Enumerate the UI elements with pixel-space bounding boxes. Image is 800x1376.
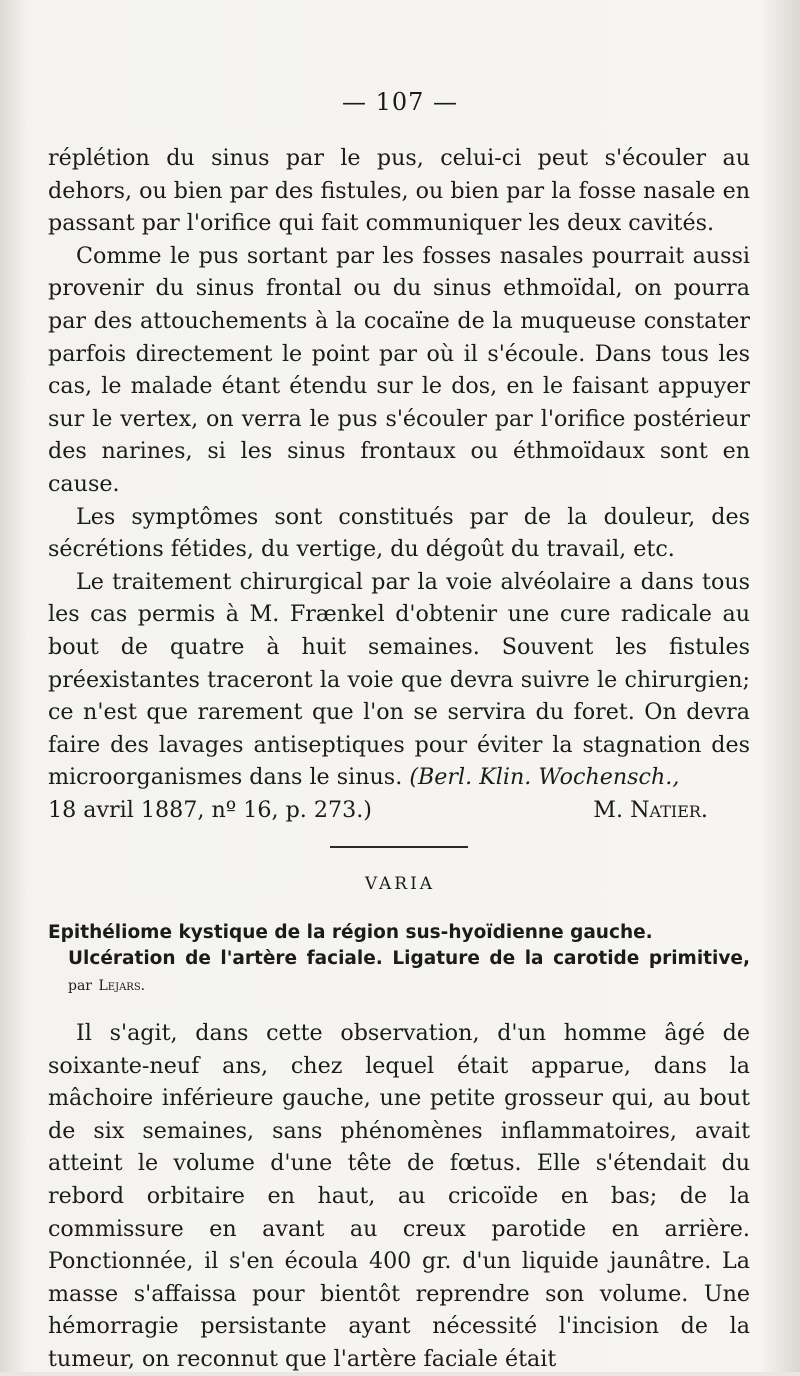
article-body: [48, 1017, 750, 1376]
paragraph: Il s'agit, dans cette observation, d'un homme âgé de soixante-neuf ans, chez lequel était apparue, dans la mâchoire inférieure gauche, une petite grosseur qui, au bout de six semaines, sans phénomènes inflammatoires, avait atteint le volume d'une tête de fœtus. Elle s'étendait du rebord orbitaire en haut, au cricoïde en bas; de la commissure en avant au creux parotide en arrière. Ponctionnée, il s'en écoula 400 gr. d'un liquide jaunâtre. La masse s'affaissa pour bientôt reprendre son volume. Une hémorragie persistante ayant nécessité l'incision de la tumeur, on reconnut que l'artère faciale était: [48, 1020, 750, 1372]
paragraph: Les symptômes sont constitués par de la douleur, des sécrétions fétides, du vertige, du dégoût du travail, etc.: [48, 503, 750, 563]
title-line: Epithéliome kystique de la région sus-hyoïdienne gauche.: [48, 922, 653, 943]
article-title: [48, 920, 750, 999]
paragraph: Comme le pus sortant par les fosses nasales pourrait aussi provenir du sinus frontal ou du sinus ethmoïdal, on pourra par des attouchements à la cocaïne de la muqueuse constater parfois directement le point par où il s'écoule. Dans tous les cas, le malade étant étendu sur le dos, en le faisant appuyer sur le vertex, on verra le pus s'écouler par l'orifice postérieur des narines, si les sinus frontaux ou éthmoïdaux sont en cause.: [48, 242, 750, 497]
citation-date: 18 avril 1887, nº 16, p. 273.): [48, 796, 372, 823]
paragraph: réplétion du sinus par le pus, celui-ci peut s'écouler au dehors, ou bien par des fistules, ou bien par la fosse nasale en passant par l'orifice qui fait communiquer les deux cavités.: [48, 145, 750, 237]
paragraph-text: Le traitement chirurgical par la voie alvéolaire a dans tous les cas permis à M. Frænkel d'obtenir une cure radicale au bout de quatre à huit semaines. Souvent les fistules préexistantes traceront la voie que devra suivre le chirurgien; ce n'est que rarement que l'on se servira du foret. On devra faire des lavages antiseptiques pour éviter la stagnation des microorganismes dans le sinus.: [48, 568, 750, 791]
signature: M. Natier.: [593, 796, 708, 823]
paragraph: [48, 566, 750, 794]
title-line-text: Ulcération de l'artère faciale. Ligature de la carotide primitive,: [68, 948, 750, 969]
citation-signature-line: [48, 794, 750, 827]
page-number: — 107 —: [341, 88, 459, 116]
section-heading: VARIA: [364, 874, 436, 894]
section-divider: [330, 846, 468, 848]
citation-journal: (Berl. Klin. Wochensch.,: [409, 764, 680, 791]
continued-article-text: [48, 142, 750, 826]
author-name: Lejars.: [98, 978, 146, 994]
author-prefix: par: [68, 978, 93, 994]
title-line: [48, 946, 750, 999]
